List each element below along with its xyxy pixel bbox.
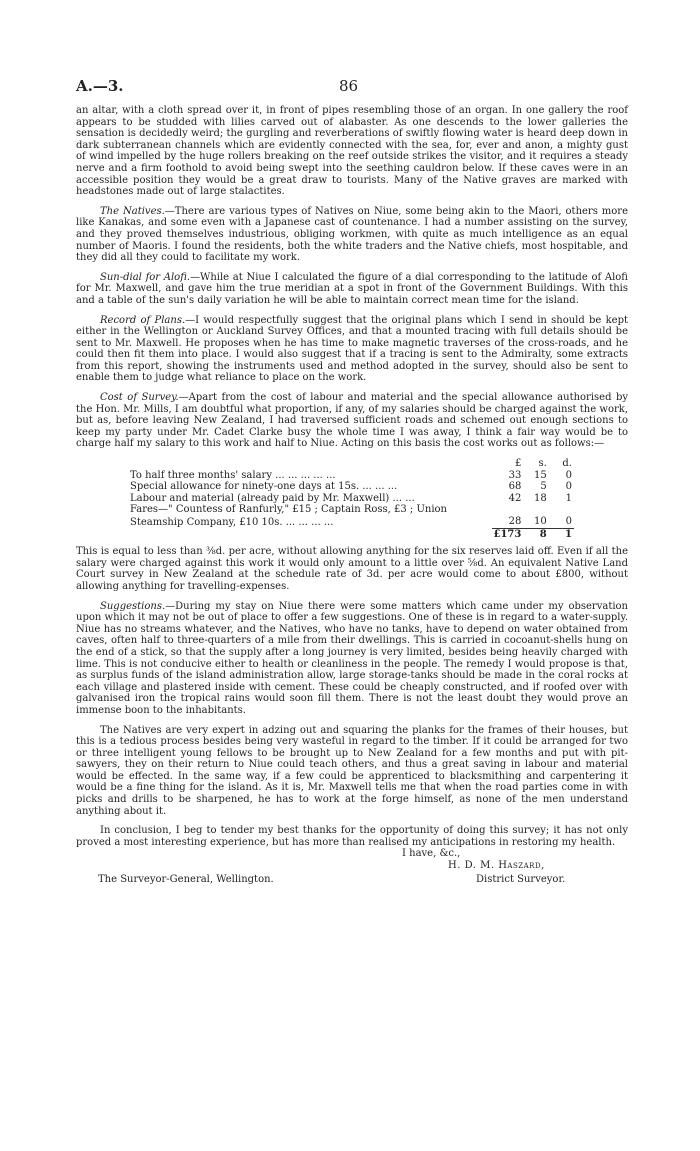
pounds: 28 <box>508 516 522 527</box>
paragraph-suggestions <box>76 601 628 717</box>
shillings: 5 <box>540 481 547 493</box>
section-lead: The Natives. <box>100 205 165 217</box>
cost-item: Special allowance for ninety-one days at 15s. ... ... ... <box>130 481 398 493</box>
header-shillings: s. <box>538 458 547 470</box>
shillings: 15 <box>534 469 547 481</box>
pence: 0 <box>565 481 572 493</box>
paragraph-text: —I would respectfully suggest that the original plans which I send in should be kept either in the Wellington or Auckland Survey Offices, and that a mounted tracing with full details should be sent to Mr. Maxwell. He proposes when he has time to make magnetic traverses of the cross-roads, and he could then fit them into place. I would also suggest that if a tracing is sent to the Admiralty, some extracts from this report, showing the instruments used and method adopted in the survey, should also be sent to enable them to judge what reliance to place on the work. <box>76 314 628 384</box>
paragraph-text: —During my stay on Niue there were some matters which came under my observation upon which it may not be out of place to offer a few suggestions. One of these is in regard to a water-supply. Niue has no streams whatever, and the Natives, who have no tanks, have to depend on water obtained from caves, often half to three-quarters of a mile from their dwellings. This is carried in cocoanut-shells hung on the end of a stick, so that the supply after a long journey is very limited, besides being heavily charged with lime. This is not conducive either to health or cleanliness in the people. The remedy I would propose is that, as surplus funds of the island administration allow, large storage-tanks should be made in the coral rocks at each village and plastered inside with cement. These could be cheaply constructed, and if roofed over with galvanised iron the tropical rains would soon fill them. There is not the least doubt they would prove an immense boon to the inhabitants. <box>76 600 628 716</box>
document-reference: A.—3. <box>76 77 124 95</box>
pence: 0 <box>565 516 572 527</box>
total-pounds: £173 <box>493 528 522 540</box>
paragraph-sundial <box>76 272 628 307</box>
paragraph-record-of-plans <box>76 315 628 385</box>
paragraph-text: —There are various types of Natives on Niue, some being akin to the Maori, others more like Kanakas, and some even with a Japanese cast of countenance. I had a number assisting on the survey, and they proved themselves industrious, obliging workmen, with quite as much intelligence as an equal number of Maoris. I found the residents, both the white traders and the Native chiefs, most hospitable, and they did all they could to facilitate my work. <box>76 205 628 264</box>
cost-table-header <box>128 458 574 470</box>
cost-item: Fares—" Countess of Ranfurly," £15 ; Captain Ross, £3 ; Union <box>130 504 447 516</box>
section-lead: Record of Plans. <box>100 314 186 326</box>
table-row <box>128 493 574 505</box>
table-row <box>128 470 574 482</box>
paragraph-natives-planks: The Natives are very expert in adzing out and squaring the planks for the frames of their houses, but this is a tedious process besides being very wasteful in regard to the timber. If it could be arranged for two or three intelligent young fellows to be brought up to New Zealand for a few months and put with pit-sawyers, they on their return to Niue could teach others, and thus a great saving in labour and material would be effected. In the same way, if a few could be apprenticed to blacksmithing and carpentering it would be a fine thing for the island. As it is, Mr. Maxwell tells me that when the road parties come in with picks and drills to be sharpened, he has to work at the forge himself, as none of the men understand anything about it. <box>76 724 628 817</box>
cost-item: Labour and material (already paid by Mr. Maxwell) ... ... <box>130 492 415 504</box>
header-pence: d. <box>562 458 572 470</box>
paragraph-text: —While at Niue I calculated the figure of a dial corresponding to the latitude of Alofi for Mr. Maxwell, and gave him the true meridian at a spot in front of the Government Buildings. With this and a table of the sun's daily variation he will be able to maintain correct mean time for the island. <box>76 271 628 306</box>
section-lead: Suggestions. <box>100 600 166 612</box>
valediction: I have, &c., <box>402 848 461 860</box>
paragraph-caves: an altar, with a cloth spread over it, in front of pipes resembling those of an organ. In one gallery the roof appears to be studded with lilies carved out of alabaster. As one descends to the lower galleries the sensation is decidedly weird; the gurgling and reverberations of swiftly flowing water is heard deep down in dark subterranean channels which are evidently connected with the sea, for, ever and anon, a mighty gust of wind impelled by the huge rollers breaking on the reef outside strikes the visitor, and it requires a steady nerve and a firm foothold to avoid being swept into the seething cauldron below. If these caves were in an accessible position they would be a great draw to tourists. Many of the Native graves are marked with headstones made out of large stalactites. <box>76 105 628 198</box>
document-page <box>76 77 628 888</box>
table-total-row <box>128 528 574 540</box>
cost-item: To half three months' salary ... ... ... ... ... <box>130 469 336 481</box>
shillings: 18 <box>534 492 547 504</box>
cost-table <box>128 458 574 540</box>
paragraph-per-acre: This is equal to less than ⅜d. per acre, without allowing anything for the six reserves laid off. Even if all the salary were charged against this work it would only amount to a little over ⅝d. An equivalent Native Land Court survey in New Zealand at the schedule rate of 3d. per acre would come to about £800, without allowing anything for travelling-expenses. <box>76 546 628 592</box>
pence: 1 <box>565 492 572 504</box>
total-pence: 1 <box>549 528 574 540</box>
table-row-continuation <box>128 516 574 528</box>
table-row <box>128 481 574 493</box>
signatory-title: District Surveyor. <box>476 874 566 886</box>
pounds: 68 <box>508 481 522 493</box>
paragraph-conclusion: In conclusion, I beg to tender my best thanks for the opportunity of doing this survey; it has not only proved a most interesting experience, but has more than realised my anticipations in restoring my health. <box>76 825 628 848</box>
paragraph-cost-of-survey <box>76 392 628 450</box>
paragraph-text: —Apart from the cost of labour and material and the special allowance authorised by the Hon. Mr. Mills, I am doubtful what proportion, if any, of my salaries should be charged against the work, but as, before leaving New Zealand, I had traversed sufficient roads and schemed out enough sections to keep my party under Mr. Cadet Clarke busy the whole time I was away, I think a fair way would be to charge half my salary to this work and half to Niue. Acting on this basis the cost works out as follows:— <box>76 392 628 450</box>
cost-item-continuation: Steamship Company, £10 10s. ... ... ... ... <box>130 516 334 528</box>
pounds: 33 <box>508 469 522 481</box>
page-header <box>76 77 628 99</box>
total-shillings: 8 <box>523 528 548 540</box>
table-row <box>128 504 574 516</box>
section-lead: Cost of Survey. <box>100 392 179 404</box>
addressee: The Surveyor-General, Wellington. <box>98 874 274 886</box>
shillings: 10 <box>534 516 547 527</box>
closing-block <box>76 848 628 888</box>
pounds: 42 <box>508 492 522 504</box>
header-pounds: £ <box>514 458 522 470</box>
page-number: 86 <box>339 77 359 95</box>
signature: H. D. M. Haszard, <box>448 860 545 872</box>
section-lead: Sun-dial for Alofi. <box>100 271 191 283</box>
paragraph-natives <box>76 206 628 264</box>
pence: 0 <box>565 469 572 481</box>
